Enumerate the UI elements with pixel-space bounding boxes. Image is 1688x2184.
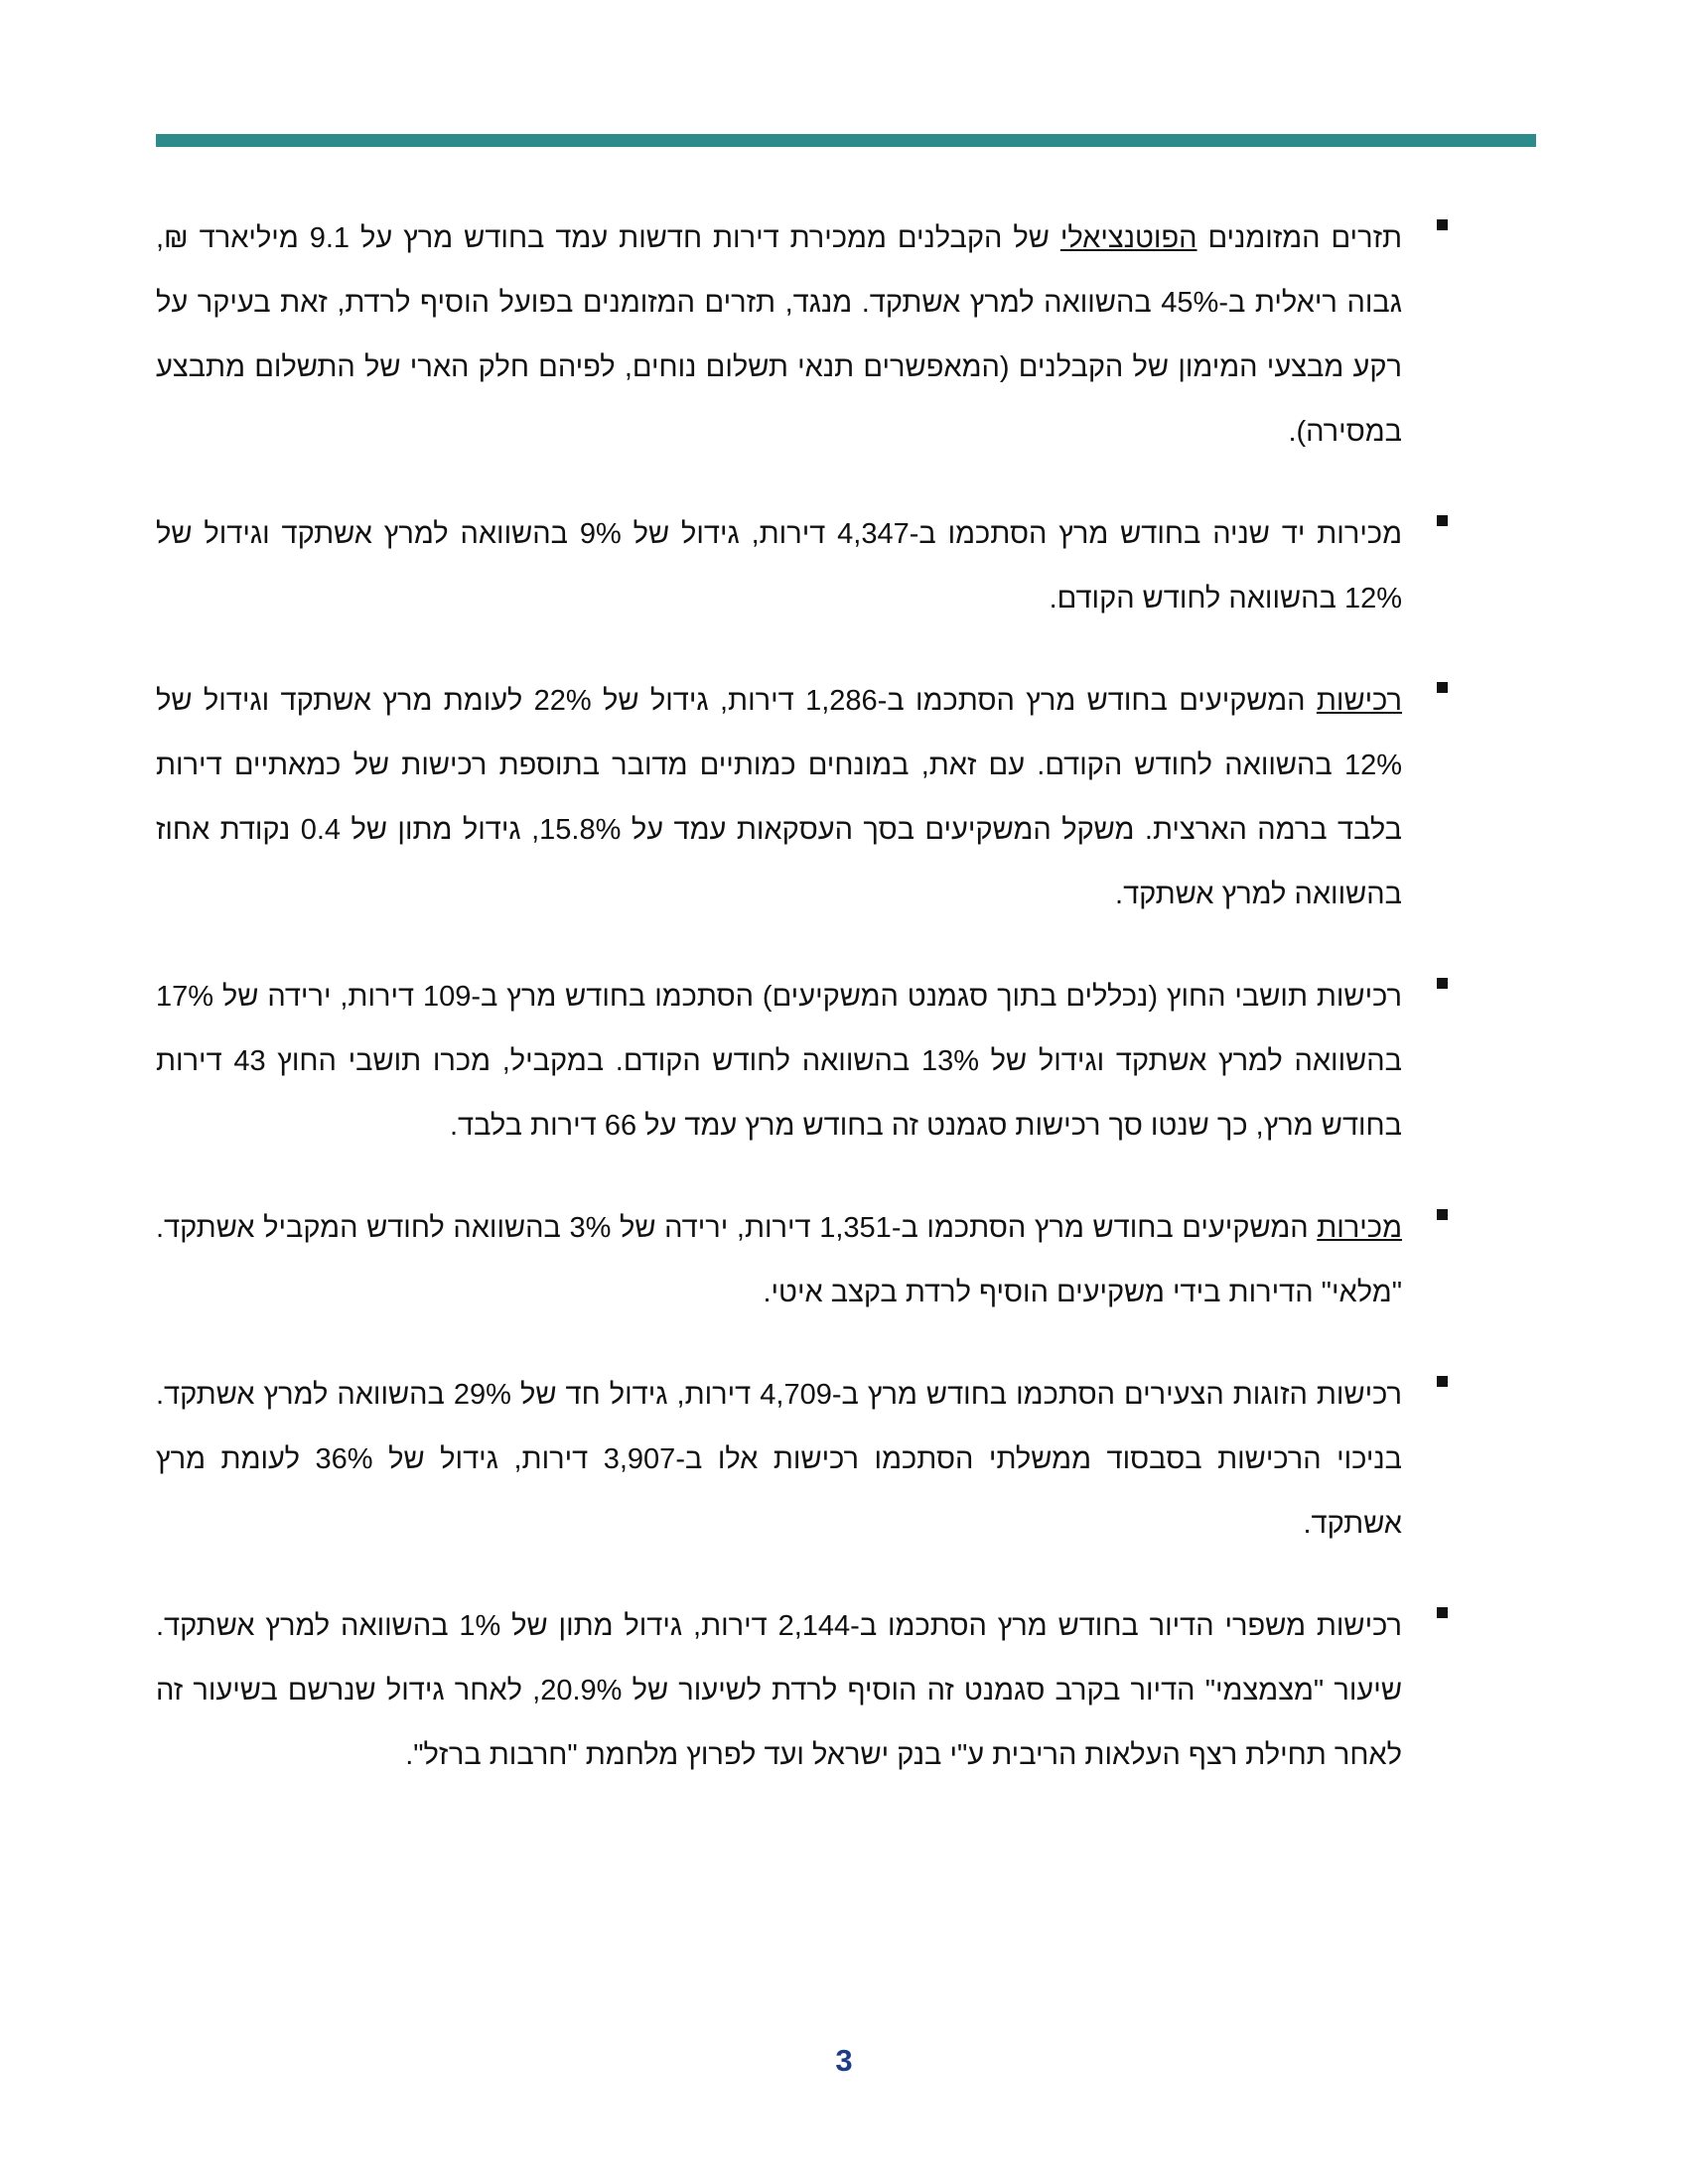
bullet-investor-purchases [156, 669, 1402, 927]
square-bullet-icon [1437, 978, 1448, 989]
page-number: 3 [835, 2043, 853, 2078]
text-before: רכישות משפרי הדיור בחודש מרץ הסתכמו ב-2,144 דירות, גידול מתון של 1% בהשוואה למרץ אשתקד. שיעור "מצמצמי" הדיור בקרב סגמנט זה הוסיף לרדת לשיעור של 20.9%, לאחר גידול שנרשם בשיעור זה לאחר תחילת רצף העלאות הריבית ע"י בנק ישראל ועד לפרוץ מלחמת "חרבות ברזל". [156, 1610, 1402, 1771]
square-bullet-icon [1437, 1376, 1448, 1387]
header-accent-bar [156, 134, 1536, 147]
text-after: של הקבלנים ממכירת דירות חדשות עמד בחודש מרץ על 9.1 מיליארד ₪, גבוה ריאלית ב-45% בהשוואה למרץ אשתקד. מנגד, תזרים המזומנים בפועל הוסיף לרדת, זאת בעיקר על רקע מבצעי המימון של הקבלנים (המאפשרים תנאי תשלום נוחים, לפיהם חלק הארי של התשלום מתבצע במסירה). [156, 222, 1402, 448]
bullet-second-hand-sales [156, 502, 1402, 631]
bullet-developers-cashflow [156, 206, 1402, 465]
paragraph-text [156, 1594, 1402, 1788]
text-before: תזרים המזומנים [1196, 222, 1402, 254]
bullet-housing-upgraders [156, 1594, 1402, 1788]
square-bullet-icon [1437, 1607, 1448, 1618]
text-before: מכירות יד שניה בחודש מרץ הסתכמו ב-4,347 דירות, גידול של 9% בהשוואה למרץ אשתקד וגידול של 12% בהשוואה לחודש הקודם. [156, 518, 1403, 614]
text-after: המשקיעים בחודש מרץ הסתכמו ב-1,286 דירות, גידול של 22% לעומת מרץ אשתקד וגידול של 12% בהשוואה לחודש הקודם. עם זאת, במונחים כמותיים מדובר בתוספת רכישות של כמאתיים דירות בלבד ברמה הארצית. משקל המשקיעים בסך העסקאות עמד על 15.8%, גידול מתון של 0.4 נקודת אחוז בהשוואה למרץ אשתקד. [156, 685, 1402, 910]
paragraph-text [156, 206, 1402, 465]
square-bullet-icon [1437, 515, 1448, 526]
underlined-term: מכירות [1317, 1212, 1402, 1244]
report-body [156, 206, 1402, 1826]
bullet-foreign-residents [156, 965, 1402, 1159]
bullet-investor-sales [156, 1196, 1402, 1325]
text-before: רכישות הזוגות הצעירים הסתכמו בחודש מרץ ב-4,709 דירות, גידול חד של 29% בהשוואה למרץ אשתקד. בניכוי הרכישות בסבסוד ממשלתי הסתכמו רכישות אלו ב-3,907 דירות, גידול של 36% לעומת מרץ אשתקד. [156, 1379, 1403, 1540]
text-before: רכישות תושבי החוץ (נכללים בתוך סגמנט המשקיעים) הסתכמו בחודש מרץ ב-109 דירות, ירידה של 17% בהשוואה למרץ אשתקד וגידול של 13% בהשוואה לחודש הקודם. במקביל, מכרו תושבי החוץ 43 דירות בחודש מרץ, כך שנטו סך רכישות סגמנט זה בחודש מרץ עמד על 66 דירות בלבד. [156, 981, 1402, 1142]
paragraph-text [156, 1363, 1402, 1557]
paragraph-text [156, 669, 1402, 927]
square-bullet-icon [1437, 682, 1448, 693]
square-bullet-icon [1437, 1209, 1448, 1220]
bullet-young-couples [156, 1363, 1402, 1557]
square-bullet-icon [1437, 219, 1448, 230]
underlined-term: רכישות [1316, 685, 1403, 717]
paragraph-text [156, 502, 1402, 631]
paragraph-text [156, 965, 1402, 1159]
underlined-term: הפוטנציאלי [1059, 222, 1197, 254]
paragraph-text [156, 1196, 1402, 1325]
text-after: המשקיעים בחודש מרץ הסתכמו ב-1,351 דירות, ירידה של 3% בהשוואה לחודש המקביל אשתקד. "מלאי" הדירות בידי משקיעים הוסיף לרדת בקצב איטי. [156, 1212, 1402, 1308]
